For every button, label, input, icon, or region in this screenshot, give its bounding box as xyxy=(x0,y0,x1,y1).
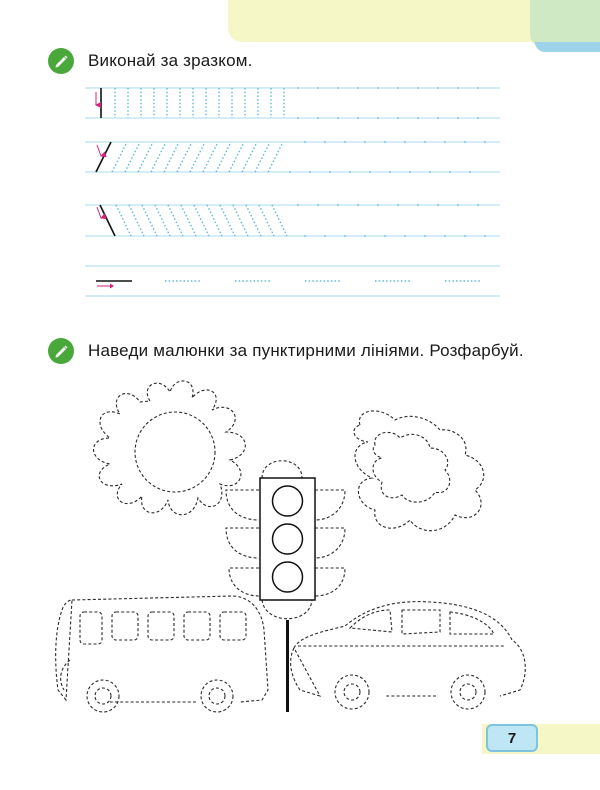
car-drawing xyxy=(291,602,526,709)
row-slanted-right-strokes xyxy=(96,141,486,173)
writing-exercise xyxy=(85,88,500,296)
row-horizontal-strokes xyxy=(96,281,481,289)
row-slanted-left-strokes xyxy=(97,204,486,237)
page-number: 7 xyxy=(486,724,538,752)
task-1-instruction: Виконай за зразком. xyxy=(88,51,253,70)
row-vertical-strokes xyxy=(96,87,479,119)
bus-drawing xyxy=(56,596,268,712)
sun-drawing xyxy=(94,381,246,515)
task-2-instruction: Наведи малюнки за пунктирними лініями. Розфарбуй. xyxy=(88,341,524,360)
cloud-drawing xyxy=(354,411,484,531)
traffic-light-body xyxy=(260,478,315,600)
